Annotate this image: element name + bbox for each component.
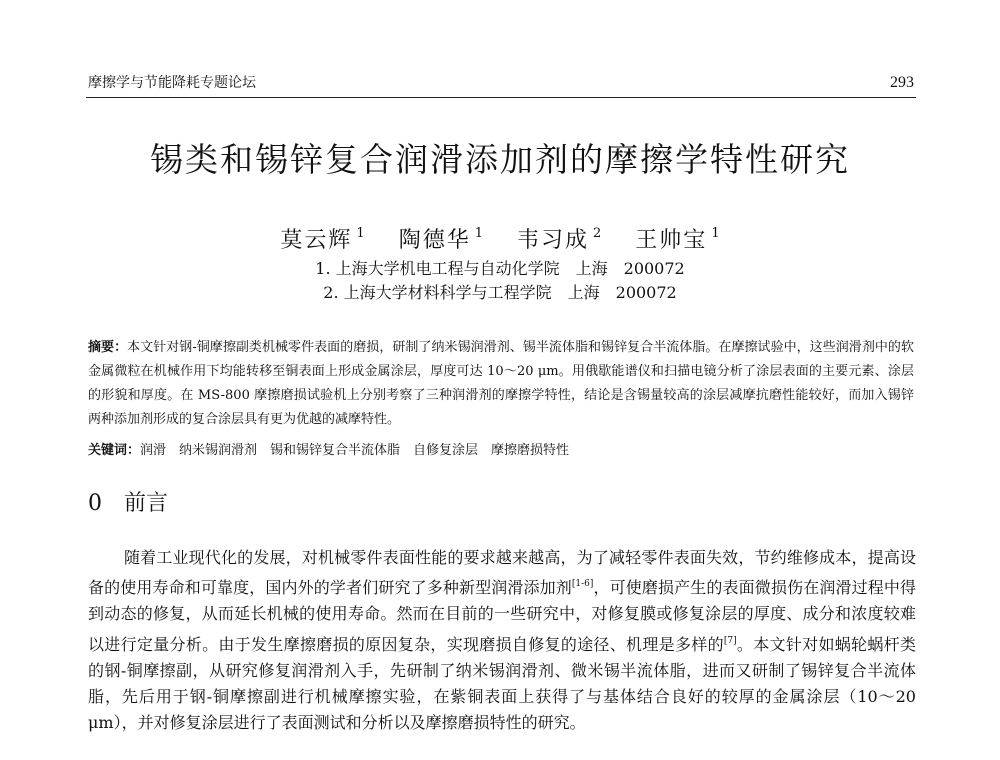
abstract-label: 摘要： bbox=[88, 340, 128, 355]
author-affiliation-mark: 1 bbox=[711, 226, 720, 241]
header-rule bbox=[86, 97, 916, 98]
author-name: 韦习成 bbox=[517, 228, 590, 253]
running-header bbox=[88, 74, 914, 92]
body-text-part: 。本文针对如蜗轮蜗杆类的钢-铜摩擦副，从研究修复润滑剂入手，先研制了纳米锡润滑剂、微米锡半流体脂，进而又研制了锡锌复合半流体脂，先后用于钢-铜摩擦副进行机械摩擦实验，在紫铜表面上获得了与基体结合良好的较厚的金属涂层（10～20 μm），并对修复涂层进行了表面测试和分析以及摩擦磨损特性的研究。 bbox=[88, 634, 916, 733]
body-paragraph bbox=[88, 545, 916, 736]
citation-ref: [1-6] bbox=[571, 579, 594, 590]
journal-section-label: 摩擦学与节能降耗专题论坛 bbox=[88, 75, 256, 91]
author-affiliation-mark: 2 bbox=[593, 226, 602, 241]
affiliation-list bbox=[0, 257, 1000, 305]
keywords bbox=[88, 440, 914, 462]
author-name: 莫云辉 bbox=[280, 228, 353, 253]
author bbox=[399, 220, 483, 255]
author bbox=[635, 220, 719, 255]
section-heading bbox=[88, 490, 168, 518]
author-affiliation-mark: 1 bbox=[474, 226, 483, 241]
abstract-text: 本文针对钢-铜摩擦副类机械零件表面的磨损，研制了纳米锡润滑剂、锡半流体脂和锡锌复合半流体脂。在摩擦试验中，这些润滑剂中的软金属微粒在机械作用下均能转移至铜表面上形成金属涂层，厚度可达 10～20 μm。用俄歇能谱仪和扫描电镜分析了涂层表面的主要元素、涂层的形貌和厚度。在 MS-800 摩擦磨损试验机上分别考察了三种润滑剂的摩擦学特性，结论是含锡量较高的涂层减摩抗磨性能较好，而加入锡锌两种添加剂形成的复合涂层具有更为优越的减摩特性。 bbox=[88, 340, 914, 427]
keywords-label: 关键词： bbox=[88, 443, 141, 458]
keywords-text: 润滑 纳米锡润滑剂 锡和锡锌复合半流体脂 自修复涂层 摩擦磨损特性 bbox=[140, 443, 570, 458]
citation-ref: [7] bbox=[723, 635, 737, 646]
author bbox=[517, 220, 601, 255]
author-name: 陶德华 bbox=[398, 228, 471, 253]
body-text-part: 随着工业现代化的发展，对机械零件表面性能的要求越来越高，为了减轻零件表面失效，节约维修成本，提高设备的使用寿命和可靠度，国内外的学者们研究了多种新型润滑添加剂 bbox=[88, 548, 916, 598]
author-affiliation-mark: 1 bbox=[356, 226, 365, 241]
author bbox=[280, 220, 364, 255]
author-name: 王帅宝 bbox=[635, 228, 708, 253]
author-list bbox=[0, 220, 1000, 255]
affiliation-line: 1. 上海大学机电工程与自动化学院 上海 200072 bbox=[315, 259, 685, 278]
section-title: 前言 bbox=[124, 491, 169, 516]
affiliation-line: 2. 上海大学材料科学与工程学院 上海 200072 bbox=[323, 283, 677, 302]
paper-title: 锡类和锡锌复合润滑添加剂的摩擦学特性研究 bbox=[150, 140, 850, 179]
body-text-part: ，可使磨损产生的表面微损伤在润滑过程中得到动态的修复，从而延长机械的使用寿命。然而在目前的一些研究中，对修复膜或修复涂层的厚度、成分和浓度较难以进行定量分析。由于发生摩擦磨损的原因复杂，实现磨损自修复的途径、机理是多样的 bbox=[88, 578, 916, 654]
section-number: 0 bbox=[88, 491, 102, 516]
abstract bbox=[88, 336, 914, 432]
page-number: 293 bbox=[890, 74, 914, 91]
